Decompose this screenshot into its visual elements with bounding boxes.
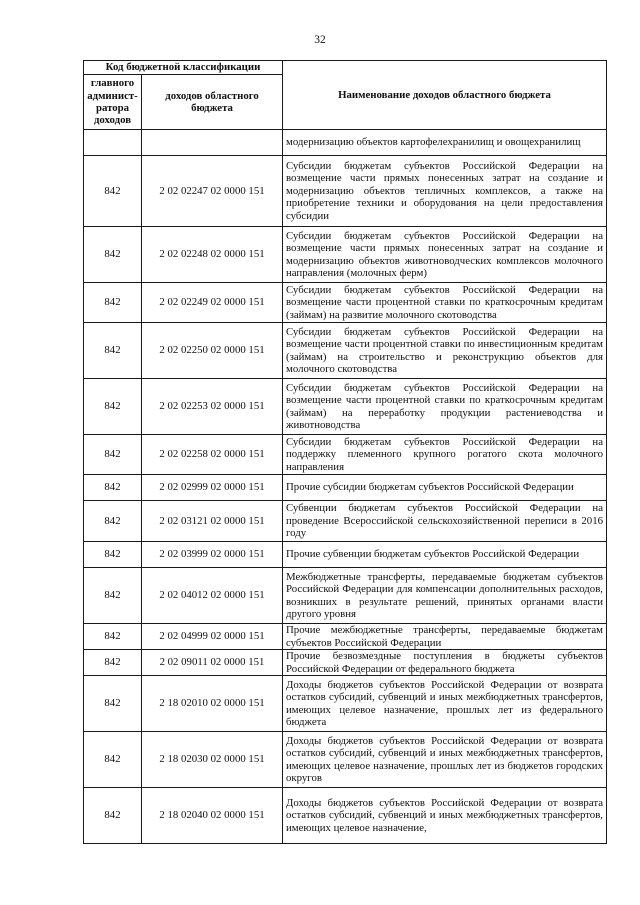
revenue-code-cell: 2 02 02258 02 0000 151 — [142, 435, 283, 475]
revenue-code-cell: 2 02 04012 02 0000 151 — [142, 568, 283, 624]
table-row — [84, 283, 607, 323]
table-body — [84, 130, 607, 844]
revenue-code-cell: 2 02 02249 02 0000 151 — [142, 283, 283, 323]
administrator-code-cell: 842 — [84, 676, 142, 732]
table-row — [84, 788, 607, 844]
administrator-code-cell: 842 — [84, 435, 142, 475]
revenue-code-cell: 2 02 04999 02 0000 151 — [142, 624, 283, 650]
revenue-name-cell: Субсидии бюджетам субъектов Российской Федерации на возмещение части процентной ставки по краткосрочным кредитам (займам) на переработку продукции растениеводства и животноводства — [283, 379, 607, 435]
administrator-code-cell: 842 — [84, 624, 142, 650]
table-row — [84, 501, 607, 542]
revenue-name-cell: Субсидии бюджетам субъектов Российской Федерации на возмещение части процентной ставки по краткосрочным кредитам (займам) на развитие молочного скотоводства — [283, 283, 607, 323]
administrator-code-cell: 842 — [84, 788, 142, 844]
table-row — [84, 435, 607, 475]
revenue-name-cell: Субсидии бюджетам субъектов Российской Федерации на возмещение части процентной ставки по инвестиционным кредитам (займам) на строительство и реконструкцию объектов для молочного скотоводства — [283, 323, 607, 379]
revenue-code-cell: 2 02 03999 02 0000 151 — [142, 542, 283, 568]
revenue-code-cell: 2 02 03121 02 0000 151 — [142, 501, 283, 542]
revenue-name-cell: Субсидии бюджетам субъектов Российской Федерации на возмещение части прямых понесенных затрат на создание и модернизацию объектов животноводческих комплексов молочного направления (молочных ферм) — [283, 227, 607, 283]
revenue-name-cell: Прочие субсидии бюджетам субъектов Российской Федерации — [283, 475, 607, 501]
header-chief-administrator: главного админист-ратора доходов — [84, 75, 142, 130]
revenue-code-cell: 2 02 02253 02 0000 151 — [142, 379, 283, 435]
administrator-code-cell: 842 — [84, 542, 142, 568]
administrator-code-cell: 842 — [84, 475, 142, 501]
revenue-name-cell: Межбюджетные трансферты, передаваемые бюджетам субъектов Российской Федерации для компенсации дополнительных расходов, возникших в результате решений, принятых органами власти другого уровня — [283, 568, 607, 624]
administrator-code-cell: 842 — [84, 323, 142, 379]
administrator-code-cell: 842 — [84, 732, 142, 788]
budget-classification-table — [83, 60, 607, 844]
table-row — [84, 475, 607, 501]
revenue-code-cell: 2 02 02248 02 0000 151 — [142, 227, 283, 283]
revenue-code-cell: 2 02 09011 02 0000 151 — [142, 650, 283, 676]
revenue-code-cell: 2 18 02040 02 0000 151 — [142, 788, 283, 844]
revenue-name-cell: модернизацию объектов картофелехранилищ и овощехранилищ — [283, 130, 607, 156]
revenue-code-cell: 2 02 02999 02 0000 151 — [142, 475, 283, 501]
header-revenue-name: Наименование доходов областного бюджета — [283, 61, 607, 130]
table-row — [84, 323, 607, 379]
administrator-code-cell: 842 — [84, 283, 142, 323]
administrator-code-cell — [84, 130, 142, 156]
revenue-name-cell: Доходы бюджетов субъектов Российской Федерации от возврата остатков субсидий, субвенций и иных межбюджетных трансфертов, имеющих целевое назначение, — [283, 788, 607, 844]
table-row — [84, 624, 607, 650]
revenue-code-cell: 2 18 02030 02 0000 151 — [142, 732, 283, 788]
table-row — [84, 568, 607, 624]
table-row — [84, 227, 607, 283]
revenue-code-cell: 2 02 02247 02 0000 151 — [142, 156, 283, 227]
revenue-code-cell: 2 18 02010 02 0000 151 — [142, 676, 283, 732]
administrator-code-cell: 842 — [84, 501, 142, 542]
revenue-name-cell: Прочие безвозмездные поступления в бюджеты субъектов Российской Федерации от федерального бюджета — [283, 650, 607, 676]
administrator-code-cell: 842 — [84, 650, 142, 676]
header-budget-classification-code: Код бюджетной классификации — [84, 61, 283, 75]
table-row — [84, 650, 607, 676]
revenue-code-cell — [142, 130, 283, 156]
table-row — [84, 156, 607, 227]
table-row — [84, 676, 607, 732]
revenue-name-cell: Прочие межбюджетные трансферты, передаваемые бюджетам субъектов Российской Федерации — [283, 624, 607, 650]
table-row — [84, 379, 607, 435]
administrator-code-cell: 842 — [84, 227, 142, 283]
administrator-code-cell: 842 — [84, 379, 142, 435]
revenue-code-cell: 2 02 02250 02 0000 151 — [142, 323, 283, 379]
table-row — [84, 130, 607, 156]
header-revenue-code: доходов областного бюджета — [142, 75, 283, 130]
revenue-name-cell: Субсидии бюджетам субъектов Российской Федерации на поддержку племенного крупного рогатого скота молочного направления — [283, 435, 607, 475]
administrator-code-cell: 842 — [84, 568, 142, 624]
revenue-name-cell: Прочие субвенции бюджетам субъектов Российской Федерации — [283, 542, 607, 568]
administrator-code-cell: 842 — [84, 156, 142, 227]
revenue-name-cell: Доходы бюджетов субъектов Российской Федерации от возврата остатков субсидий, субвенций и иных межбюджетных трансфертов, имеющих целевое назначение, прошлых лет из бюджетов городских округов — [283, 732, 607, 788]
revenue-name-cell: Субвенции бюджетам субъектов Российской Федерации на проведение Всероссийской сельскохозяйственной переписи в 2016 году — [283, 501, 607, 542]
table-row — [84, 732, 607, 788]
revenue-name-cell: Доходы бюджетов субъектов Российской Федерации от возврата остатков субсидий, субвенций и иных межбюджетных трансфертов, имеющих целевое назначение, прошлых лет из федерального бюджета — [283, 676, 607, 732]
page-number: 32 — [314, 34, 326, 46]
table-row — [84, 542, 607, 568]
revenue-name-cell: Субсидии бюджетам субъектов Российской Федерации на возмещение части прямых понесенных затрат на создание и модернизацию объектов тепличных комплексов, а также на приобретение техники и оборудования на цели предоставления субсидии — [283, 156, 607, 227]
